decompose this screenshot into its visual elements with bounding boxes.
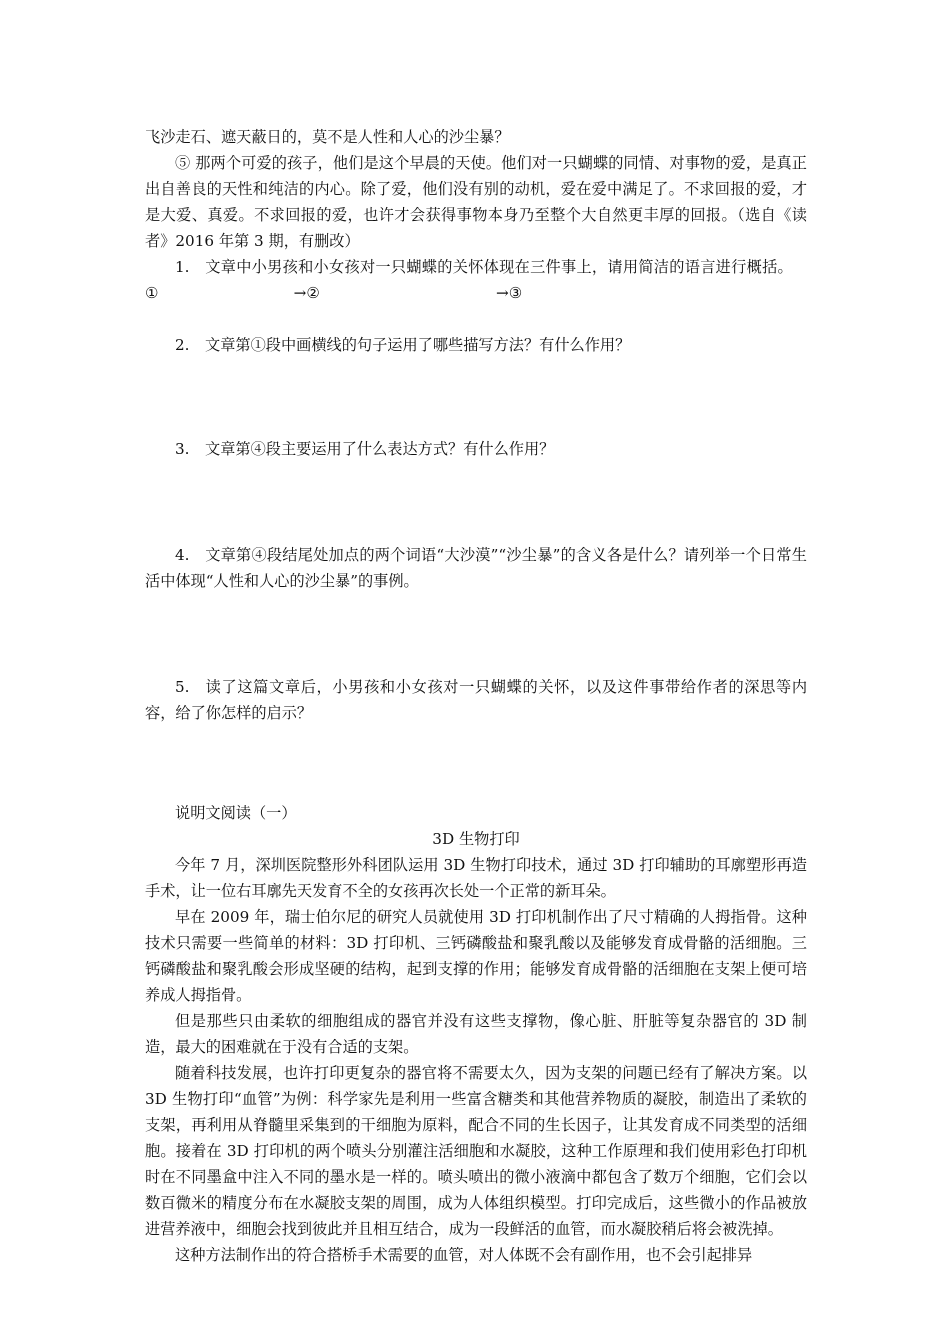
answer-marker-2: →②	[293, 284, 320, 302]
passage-line: 飞沙走石、遮天蔽日的，莫不是人性和人心的沙尘暴？	[145, 128, 510, 146]
answer-marker-3: →③	[495, 284, 523, 302]
article-paragraph: 今年 7 月，深圳医院整形外科团队运用 3D 生物打印技术，通过 3D 打印辅助的耳廓塑形再造手术，让一位右耳廓先天发育不全的女孩再次长处一个正常的新耳朵。	[145, 856, 807, 900]
article-paragraph: 随着科技发展，也许打印更复杂的器官将不需要太久，因为支架的问题已经有了解决方案。以 3D 生物打印“血管”为例：科学家先是利用一些富含糖类和其他营养物质的凝胶，制造出了柔软的支架，再利用从脊髓里采集到的干细胞为原料，配合不同的生长因子，让其发育成不同类型的活细胞。接着在 3D 打印机的两个喷头分别灌注活细胞和水凝胶，这种工作原理和我们使用彩色打印机时在不同墨盒中注入不同的墨水是一样的。喷头喷出的微小液滴中都包含了数万个细胞，它们会以数百微米的精度分布在水凝胶支架的周围，成为人体组织模型。打印完成后，这些微小的作品被放进营养液中，细胞会找到彼此并且相互结合，成为一段鲜活的血管，而水凝胶稍后将会被洗掉。	[145, 1064, 807, 1238]
article-title: 3D 生物打印	[432, 830, 520, 848]
answer-space	[145, 594, 807, 654]
answer-space	[145, 726, 807, 786]
question-number: 3.	[175, 440, 190, 458]
answer-space	[145, 306, 807, 332]
passage-paragraph-5: ⑤ 那两个可爱的孩子，他们是这个早晨的天使。他们对一只蝴蝶的同情、对事物的爱，是真正出自善良的天性和纯洁的内心。除了爱，他们没有别的动机，爱在爱中满足了。不求回报的爱，才是大爱、真爱。不求回报的爱，也许才会获得事物本身乃至整个大自然更丰厚的回报。（选自《读者》2016 年第 3 期，有删改）	[145, 154, 807, 250]
question-text: 文章第④段主要运用了什么表达方式？有什么作用？	[205, 440, 555, 458]
question-1	[145, 254, 807, 306]
article-paragraph: 这种方法制作出的符合搭桥手术需要的血管，对人体既不会有副作用，也不会引起排异	[175, 1246, 753, 1264]
question-text: 文章中小男孩和小女孩对一只蝴蝶的关怀体现在三件事上，请用简洁的语言进行概括。	[205, 258, 793, 276]
question-4	[145, 542, 807, 594]
answer-space	[145, 358, 807, 410]
answer-space	[145, 654, 807, 674]
answer-space	[145, 462, 807, 522]
section-heading: 说明文阅读（一）	[175, 804, 297, 822]
answer-marker-1: ①	[145, 284, 159, 302]
question-number: 2.	[175, 336, 190, 354]
question-text: 文章第①段中画横线的句子运用了哪些描写方法？有什么作用？	[205, 336, 631, 354]
article-paragraph: 早在 2009 年，瑞士伯尔尼的研究人员就使用 3D 打印机制作出了尺寸精确的人拇指骨。这种技术只需要一些简单的材料：3D 打印机、三钙磷酸盐和聚乳酸以及能够发育成骨骼的活细胞。三钙磷酸盐和聚乳酸会形成坚硬的结构，起到支撑的作用；能够发育成骨骼的活细胞在支架上便可培养成人拇指骨。	[145, 908, 807, 1004]
question-number: 1.	[175, 258, 190, 276]
question-2	[145, 332, 807, 358]
question-number: 5.	[175, 678, 190, 696]
question-text: 文章第④段结尾处加点的两个词语“大沙漠”“沙尘暴”的含义各是什么？请列举一个日常生活中体现“人性和人心的沙尘暴”的事例。	[145, 546, 807, 590]
question-text: 读了这篇文章后，小男孩和小女孩对一只蝴蝶的关怀，以及这件事带给作者的深思等内容，给了你怎样的启示？	[145, 678, 807, 722]
answer-space	[145, 522, 807, 542]
question-number: 4.	[175, 546, 190, 564]
answer-space	[145, 786, 807, 800]
answer-space	[145, 410, 807, 436]
document-page	[145, 124, 807, 1268]
article-paragraph: 但是那些只由柔软的细胞组成的器官并没有这些支撑物，像心脏、肝脏等复杂器官的 3D 制造，最大的困难就在于没有合适的支架。	[145, 1012, 807, 1056]
question-5	[145, 674, 807, 726]
question-3	[145, 436, 807, 462]
